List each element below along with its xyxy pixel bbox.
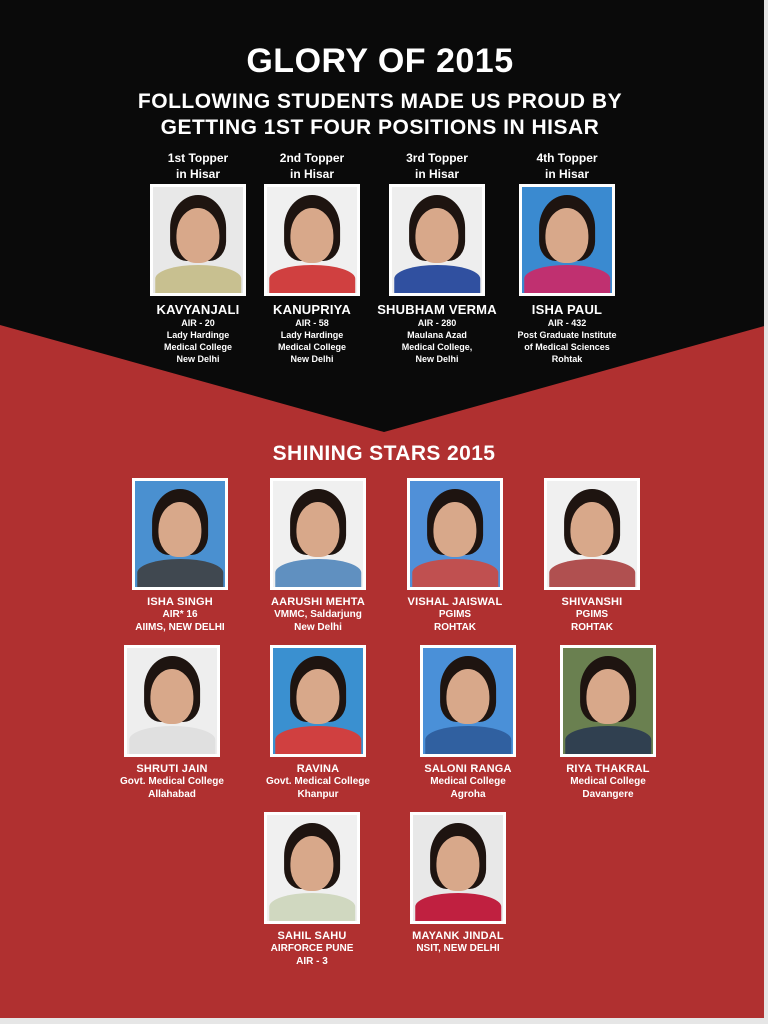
topper-rank: 3rd Topper in Hisar — [406, 151, 468, 181]
student-detail: VMMC, Saldarjung — [274, 609, 362, 620]
student-detail: PGIMS — [575, 609, 609, 620]
student-photo — [560, 645, 656, 757]
student-detail: Govt. Medical College — [266, 776, 370, 787]
student-photo — [519, 184, 615, 296]
student-name: KANUPRIYA — [273, 302, 351, 317]
portrait-shoulders — [549, 559, 635, 587]
portrait-face — [158, 502, 201, 557]
student-photo — [544, 478, 640, 590]
student-name: AARUSHI MEHTA — [270, 596, 366, 608]
student-college: of Medical Sciences — [524, 342, 610, 352]
student-detail: Agroha — [450, 789, 486, 800]
page-edge-right — [764, 0, 768, 1024]
student-detail: AIIMS, NEW DELHI — [135, 622, 225, 633]
portrait-face — [176, 208, 219, 263]
portrait-shoulders — [425, 726, 511, 754]
star-card — [512, 478, 672, 634]
student-detail: PGIMS — [438, 609, 472, 620]
student-photo — [420, 645, 516, 757]
student-photo — [389, 184, 485, 296]
star-card — [528, 645, 688, 801]
portrait-face — [290, 208, 333, 263]
student-photo — [270, 645, 366, 757]
student-detail: Govt. Medical College — [120, 776, 224, 787]
student-name: SAHIL SAHU — [277, 930, 347, 942]
student-city: New Delhi — [290, 354, 334, 364]
student-name: RIYA THAKRAL — [566, 763, 650, 775]
student-city: Rohtak — [551, 354, 583, 364]
portrait-face — [296, 502, 339, 557]
student-name: MAYANK JINDAL — [412, 930, 504, 942]
student-detail: Allahabad — [148, 789, 196, 800]
portrait-face — [446, 669, 489, 724]
topper-card — [367, 150, 507, 365]
student-name: SHRUTI JAIN — [136, 763, 208, 775]
topper-rank: 2nd Topper in Hisar — [279, 151, 345, 181]
portrait-face — [296, 669, 339, 724]
topper-card — [497, 150, 637, 365]
portrait-shoulders — [269, 893, 355, 921]
portrait-face — [415, 208, 458, 263]
portrait-face — [570, 502, 613, 557]
star-card — [375, 478, 535, 634]
student-detail: ROHTAK — [570, 622, 614, 633]
student-photo — [270, 478, 366, 590]
student-detail: New Delhi — [294, 622, 342, 633]
student-name: SHIVANSHI — [561, 596, 623, 608]
student-name: ISHA PAUL — [531, 302, 603, 317]
portrait-face — [290, 836, 333, 891]
student-college: Lady Hardinge — [280, 330, 344, 340]
student-college: Medical College — [277, 342, 347, 352]
star-card — [232, 812, 392, 968]
student-detail: Davangere — [582, 789, 634, 800]
student-photo — [407, 478, 503, 590]
student-detail: AIRFORCE PUNE — [270, 943, 354, 954]
portrait-shoulders — [565, 726, 651, 754]
portrait-shoulders — [155, 265, 241, 293]
student-air: AIR - 280 — [417, 318, 457, 328]
poster-subtitle-line-1: FOLLOWING STUDENTS MADE US PROUD BY — [137, 90, 623, 113]
shining-stars-heading: SHINING STARS 2015 — [272, 442, 496, 465]
student-detail: AIR - 3 — [296, 956, 328, 967]
student-detail: ROHTAK — [433, 622, 477, 633]
student-city: New Delhi — [176, 354, 220, 364]
poster-subtitle-line-2: GETTING 1ST FOUR POSITIONS IN HISAR — [160, 116, 600, 139]
page-edge-bottom — [0, 1018, 768, 1024]
student-photo — [264, 184, 360, 296]
portrait-face — [433, 502, 476, 557]
student-college: Maulana Azad — [407, 330, 467, 340]
student-name: ISHA SINGH — [147, 596, 213, 608]
portrait-shoulders — [412, 559, 498, 587]
student-air: AIR - 20 — [181, 318, 215, 328]
portrait-shoulders — [394, 265, 480, 293]
star-card — [238, 478, 398, 634]
student-photo — [132, 478, 228, 590]
portrait-shoulders — [415, 893, 501, 921]
star-card — [92, 645, 252, 801]
student-photo — [150, 184, 246, 296]
portrait-face — [150, 669, 193, 724]
student-photo — [264, 812, 360, 924]
student-detail: AIR* 16 — [162, 609, 198, 620]
portrait-face — [586, 669, 629, 724]
topper-card — [242, 150, 382, 365]
star-card — [378, 812, 538, 955]
student-college: Post Graduate Institute — [517, 330, 617, 340]
student-photo — [124, 645, 220, 757]
portrait-shoulders — [275, 726, 361, 754]
student-air: AIR - 58 — [295, 318, 329, 328]
student-detail: Medical College — [430, 776, 506, 787]
student-city: New Delhi — [415, 354, 459, 364]
portrait-shoulders — [269, 265, 355, 293]
topper-rank: 4th Topper in Hisar — [536, 151, 598, 181]
student-detail: Medical College — [570, 776, 646, 787]
poster-title: GLORY OF 2015 — [246, 42, 514, 80]
student-name: VISHAL JAISWAL — [407, 596, 503, 608]
portrait-shoulders — [275, 559, 361, 587]
student-name: RAVINA — [296, 763, 340, 775]
topper-rank: 1st Topper in Hisar — [167, 151, 229, 181]
student-detail: NSIT, NEW DELHI — [416, 943, 500, 954]
star-card — [388, 645, 548, 801]
student-detail: Khanpur — [297, 789, 339, 800]
student-name: SALONI RANGA — [424, 763, 512, 775]
portrait-shoulders — [524, 265, 610, 293]
student-air: AIR - 432 — [547, 318, 587, 328]
star-card — [238, 645, 398, 801]
student-name: SHUBHAM VERMA — [377, 302, 497, 317]
student-photo — [410, 812, 506, 924]
student-name: KAVYANJALI — [156, 302, 240, 317]
portrait-face — [436, 836, 479, 891]
student-college: Medical College — [163, 342, 233, 352]
portrait-shoulders — [137, 559, 223, 587]
star-card — [100, 478, 260, 634]
student-college: Medical College, — [401, 342, 473, 352]
portrait-shoulders — [129, 726, 215, 754]
portrait-face — [545, 208, 588, 263]
student-college: Lady Hardinge — [166, 330, 230, 340]
